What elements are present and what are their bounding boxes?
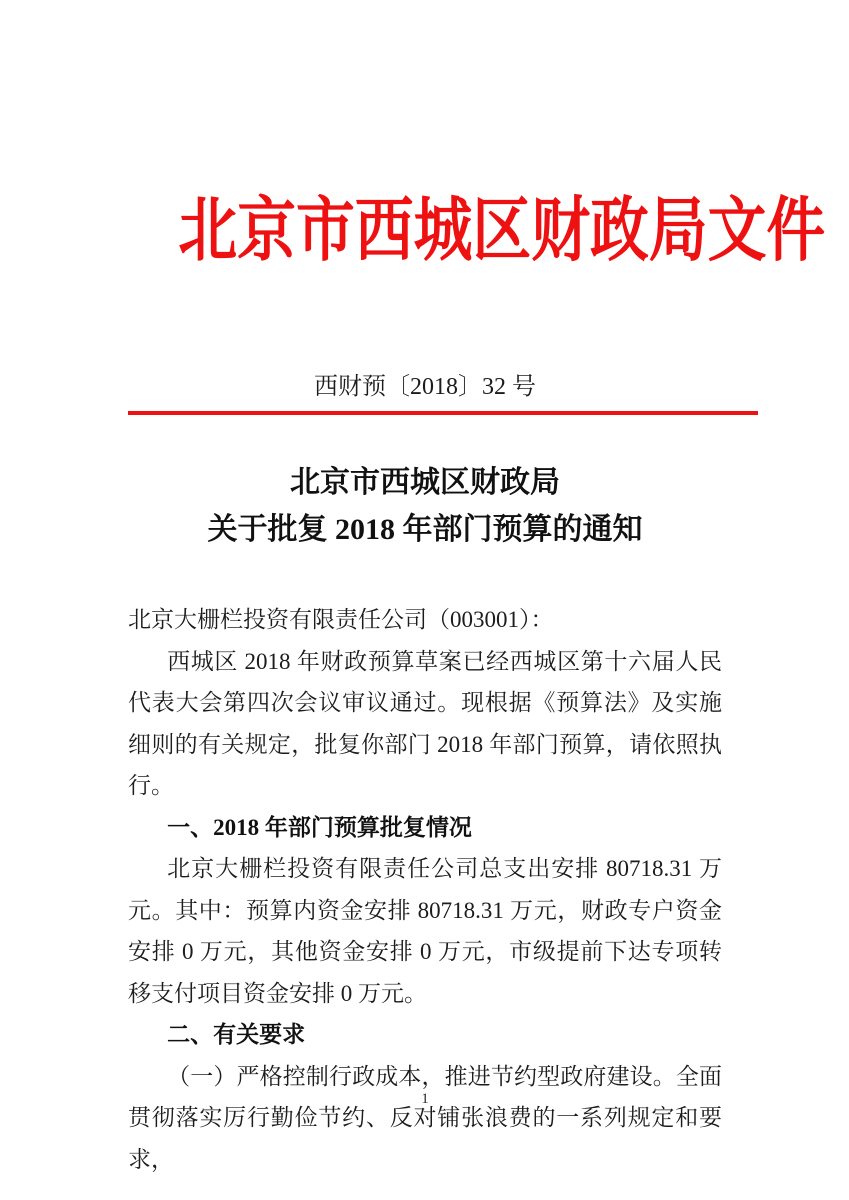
red-separator-line	[128, 411, 758, 415]
letterhead-title: 北京市西城区财政局文件	[178, 193, 826, 270]
paragraph-budget-details: 北京大栅栏投资有限责任公司总支出安排 80718.31 万元。其中：预算内资金安排 80718.31 万元，财政专户资金安排 0 万元，其他资金安排 0 万元，市级提前下达专项转移支付项目资金安排 0 万元。	[128, 856, 722, 1006]
paragraph-intro: 西城区 2018 年财政预算草案已经西城区第十六届人民代表大会第四次会议审议通过。现根据《预算法》及实施细则的有关规定，批复你部门 2018 年部门预算，请依照执行。	[128, 648, 722, 798]
notice-title-line-2: 关于批复 2018 年部门预算的通知	[207, 513, 643, 546]
notice-title	[128, 459, 722, 553]
page-number: 1	[421, 1091, 429, 1107]
section-heading-2: 二、有关要求	[167, 1022, 306, 1047]
paragraph-requirements: （一）严格控制行政成本，推进节约型政府建设。全面贯彻落实厉行勤俭节约、反对铺张浪费的一系列规定和要求，	[128, 1063, 722, 1172]
addressee-line: 北京大栅栏投资有限责任公司（003001）：	[128, 607, 554, 632]
notice-title-line-1: 北京市西城区财政局	[290, 466, 560, 499]
document-content	[128, 0, 826, 1200]
section-heading-1: 一、2018 年部门预算批复情况	[167, 814, 472, 840]
document-number: 西财预〔2018〕32 号	[314, 374, 536, 400]
